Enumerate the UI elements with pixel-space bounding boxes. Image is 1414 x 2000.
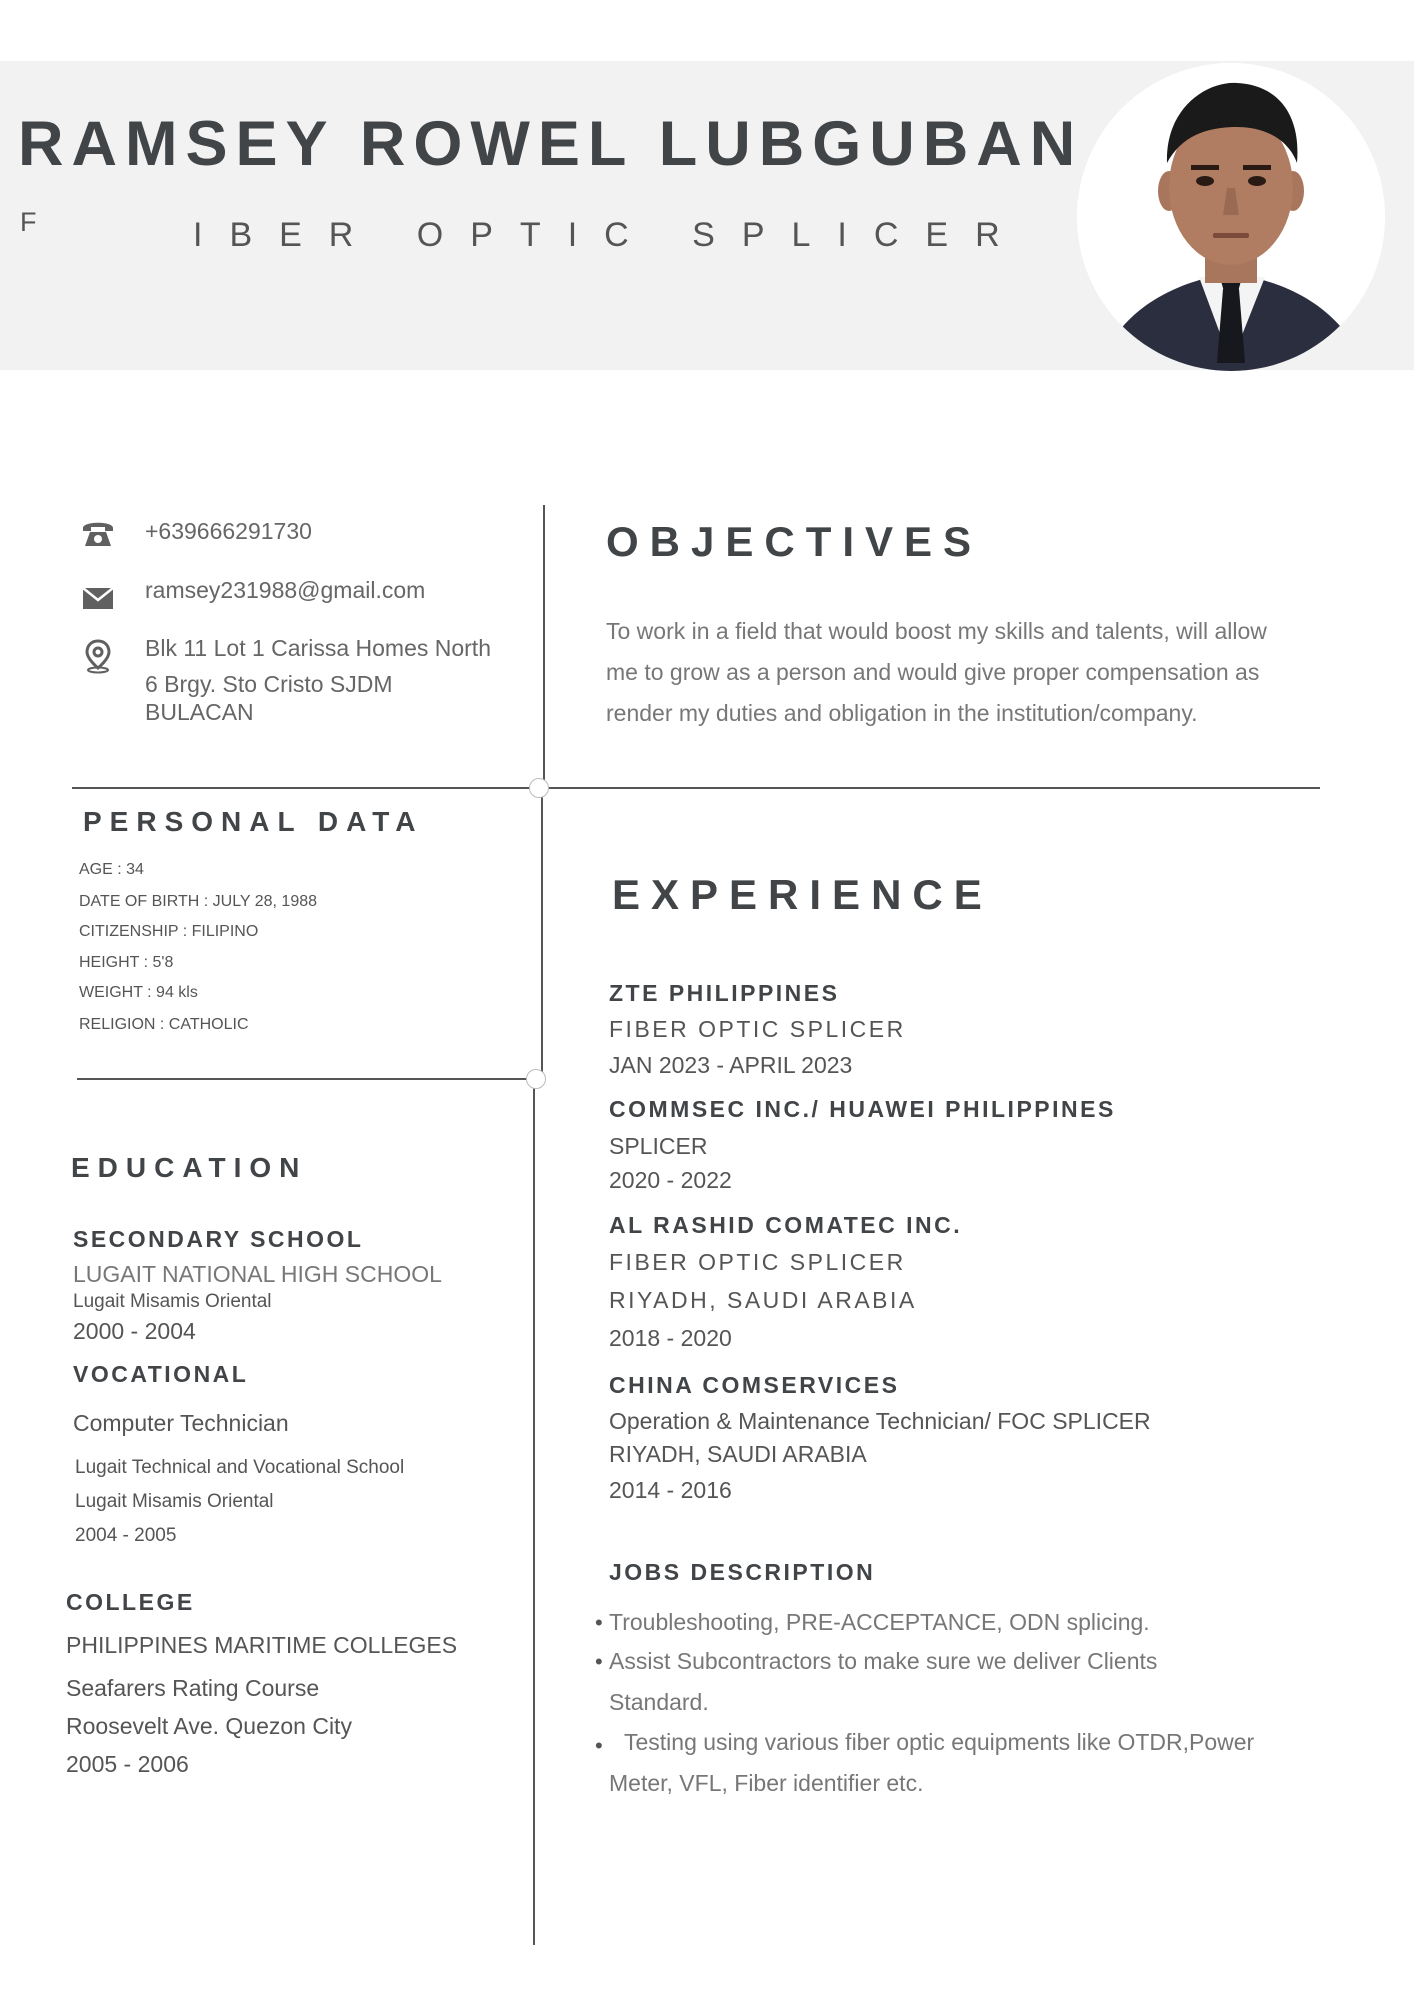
college-course: Seafarers Rating Course — [66, 1675, 320, 1701]
phone-icon — [80, 516, 116, 552]
bullet-icon: • — [595, 1649, 603, 1674]
job-company: COMMSEC INC./ HUAWEI PHILIPPINES — [609, 1096, 1116, 1122]
job-duty-line: Troubleshooting, PRE-ACCEPTANCE, ODN splicing. — [609, 1609, 1150, 1635]
divider-node-bottom — [526, 1069, 546, 1089]
job-company: AL RASHID COMATEC INC. — [609, 1212, 963, 1238]
job-years: 2014 - 2016 — [609, 1477, 732, 1503]
job-years: 2020 - 2022 — [609, 1167, 732, 1193]
job-title: IBER OPTIC SPLICER — [193, 216, 1027, 254]
objective-line: To work in a field that would boost my skills and talents, will allow — [606, 618, 1267, 644]
job-duty-2 — [609, 1641, 1157, 1723]
job-location: RIYADH, SAUDI ARABIA — [609, 1441, 867, 1467]
email-address: ramsey231988@gmail.com — [145, 577, 426, 603]
personal-data-weight: WEIGHT : 94 kls — [79, 984, 198, 1001]
vertical-divider-upper — [543, 505, 545, 790]
horizontal-divider-top — [72, 787, 1320, 789]
objectives-heading: OBJECTIVES — [606, 518, 983, 565]
personal-data-heading: PERSONAL DATA — [83, 806, 424, 837]
job-duty-line: Standard. — [609, 1689, 709, 1715]
mail-icon — [80, 580, 116, 616]
job-position: FIBER OPTIC SPLICER — [609, 1016, 906, 1042]
college-location: Roosevelt Ave. Quezon City — [66, 1713, 352, 1739]
bullet-icon: • — [595, 1610, 603, 1635]
job-duty-line: Assist Subcontractors to make sure we deliver Clients — [609, 1648, 1158, 1674]
divider-node-top — [529, 778, 549, 798]
vocational-course: Computer Technician — [73, 1410, 289, 1436]
personal-data-birth: DATE OF BIRTH : JULY 28, 1988 — [79, 893, 318, 910]
college-years: 2005 - 2006 — [66, 1751, 189, 1777]
jobs-description-heading: JOBS DESCRIPTION — [609, 1559, 876, 1585]
job-years: 2018 - 2020 — [609, 1325, 732, 1351]
objective-line: render my duties and obligation in the institution/company. — [606, 700, 1198, 726]
job-position: Operation & Maintenance Technician/ FOC SPLICER — [609, 1408, 1151, 1434]
college-school: PHILIPPINES MARITIME COLLEGES — [66, 1632, 458, 1658]
job-company: ZTE PHILIPPINES — [609, 980, 840, 1006]
secondary-school-label: SECONDARY SCHOOL — [73, 1226, 364, 1252]
vocational-label: VOCATIONAL — [73, 1361, 249, 1387]
job-years: JAN 2023 - APRIL 2023 — [609, 1052, 853, 1078]
objective-text — [606, 611, 1346, 734]
location-pin-icon — [80, 638, 116, 674]
portrait-illustration — [1077, 63, 1385, 371]
job-company: CHINA COMSERVICES — [609, 1372, 900, 1398]
job-duty-1 — [609, 1602, 1150, 1643]
job-title-first-letter: F — [20, 207, 37, 237]
vocational-years: 2004 - 2005 — [75, 1525, 177, 1546]
vertical-divider-middle — [541, 790, 543, 1080]
objective-line: me to grow as a person and would give proper compensation as — [606, 659, 1260, 685]
vertical-divider-lower — [533, 1080, 535, 1945]
job-position: FIBER OPTIC SPLICER — [609, 1249, 906, 1275]
vocational-school: Lugait Technical and Vocational School — [75, 1457, 405, 1478]
college-label: COLLEGE — [66, 1589, 195, 1615]
job-duty-3 — [609, 1722, 1254, 1804]
phone-number: +639666291730 — [145, 518, 312, 544]
secondary-school-years: 2000 - 2004 — [73, 1318, 196, 1344]
education-heading: EDUCATION — [71, 1152, 308, 1183]
profile-photo — [1077, 63, 1385, 371]
personal-data-age: AGE : 34 — [79, 861, 144, 878]
personal-data-citizenship: CITIZENSHIP : FILIPINO — [79, 923, 259, 940]
personal-data-height: HEIGHT : 5'8 — [79, 954, 174, 971]
experience-heading: EXPERIENCE — [612, 871, 993, 918]
vocational-location: Lugait Misamis Oriental — [75, 1491, 274, 1512]
address-line-3: BULACAN — [145, 699, 254, 725]
secondary-school-name: LUGAIT NATIONAL HIGH SCHOOL — [73, 1261, 442, 1287]
secondary-school-location: Lugait Misamis Oriental — [73, 1291, 272, 1312]
job-position: SPLICER — [609, 1133, 708, 1159]
personal-data-religion: RELIGION : CATHOLIC — [79, 1016, 249, 1033]
bullet-icon: • — [595, 1733, 603, 1758]
job-location: RIYADH, SAUDI ARABIA — [609, 1287, 917, 1313]
address-line-2: 6 Brgy. Sto Cristo SJDM — [145, 671, 393, 697]
horizontal-divider-bottom — [77, 1078, 537, 1080]
job-duty-line: Testing using various fiber optic equipments like OTDR,Power — [624, 1729, 1255, 1755]
candidate-name: RAMSEY ROWEL LUBGUBAN — [18, 109, 1084, 179]
address-line-1: Blk 11 Lot 1 Carissa Homes North — [145, 635, 491, 661]
job-duty-line: Meter, VFL, Fiber identifier etc. — [609, 1770, 924, 1796]
